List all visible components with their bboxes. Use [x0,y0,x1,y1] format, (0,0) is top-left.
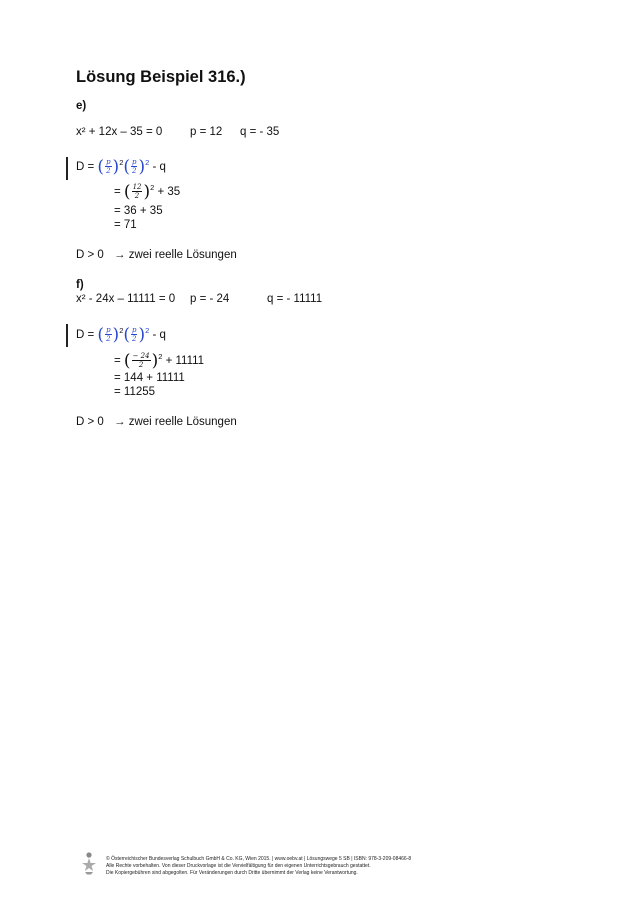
paren-close: ) [151,350,159,371]
paren-close: ) [138,156,146,177]
exponent: 2 [145,326,150,335]
publisher-logo-icon [80,851,98,880]
part-e-q-value: q = - 35 [240,126,280,138]
part-f-step-2: = 144 + 11111 [114,372,185,384]
part-e-step-3: = 71 [114,219,137,231]
paren-close: ) [112,156,120,177]
part-e-result-condition: D > 0 [76,249,104,261]
margin-bar [66,157,68,180]
paren-open: ( [97,324,105,345]
part-e-step-2: = 36 + 35 [114,205,163,217]
part-e-label: e) [76,100,87,112]
part-e-result-text: → zwei reelle Lösungen [114,249,237,261]
paren-open: ( [123,156,130,177]
paren-open: ( [123,350,131,371]
part-e-step-1: = ( $\frac{12}{2}$ )$^2$ + 35 [114,181,181,202]
part-e-discriminant-formula [76,158,166,175]
p-over-2-fraction: $\frac{p}{2}$ [106,326,111,344]
part-f-equation: x² - 24x – 11111 = 0 [76,293,176,305]
part-f-q-value: q = - 11111 [267,293,323,305]
step-fraction: $\frac{- 24}{2}$ [132,352,150,370]
paren-open: ( [123,324,130,345]
footer-copyright: © Österreichischer Bundesverlag Schulbuch GmbH & Co. KG, Wien 2015. | www.oebv.at | Lösungswege 5 SB | ISBN: 978-3-209-08466-8 Alle Rechte vorbehalten. Von dieser Druckvorlage ist die Vervielfältigung für den eigenen Unterrichtsgebrauch gestattet. Die Kopiergebühren sind abgegolten. Für Veränderungen durch Dritte übernimmt der Verlag keine Verantwortung. [106,856,412,876]
d-label: D = [76,160,95,173]
exponent: 2 [145,158,150,167]
paren-close: ) [112,324,120,345]
p-over-2-fraction: $\frac{p}{2}$ [132,158,137,176]
page-title: Lösung Beispiel 316.) [76,68,246,86]
part-f-result-condition: D > 0 [76,416,104,428]
part-f-step-3: = 11255 [114,386,156,398]
exponent: 2 [119,326,124,335]
p-over-2-fraction: $\frac{p}{2}$ [106,158,111,176]
part-f-result-text: → zwei reelle Lösungen [114,416,237,428]
part-e-p-value: p = 12 [190,126,223,138]
part-f-p-value: p = - 24 [190,293,230,305]
p-over-2-fraction: $\frac{p}{2}$ [132,326,137,344]
part-f-step-1: = ( $\frac{- 24}{2}$ )$^2$ + 11111 [114,350,205,371]
exponent: 2 [119,158,124,167]
minus-q: - q [152,160,166,173]
paren-close: ) [143,181,151,202]
part-f-discriminant-formula [76,326,166,343]
d-label: D = [76,328,95,341]
part-e-equation: x² + 12x – 35 = 0 [76,126,163,138]
paren-open: ( [97,156,105,177]
part-f-label: f) [76,279,84,291]
margin-bar [66,324,68,347]
paren-open: ( [123,181,131,202]
paren-close: ) [138,324,146,345]
step-fraction: $\frac{12}{2}$ [132,183,142,201]
minus-q: - q [152,328,166,341]
